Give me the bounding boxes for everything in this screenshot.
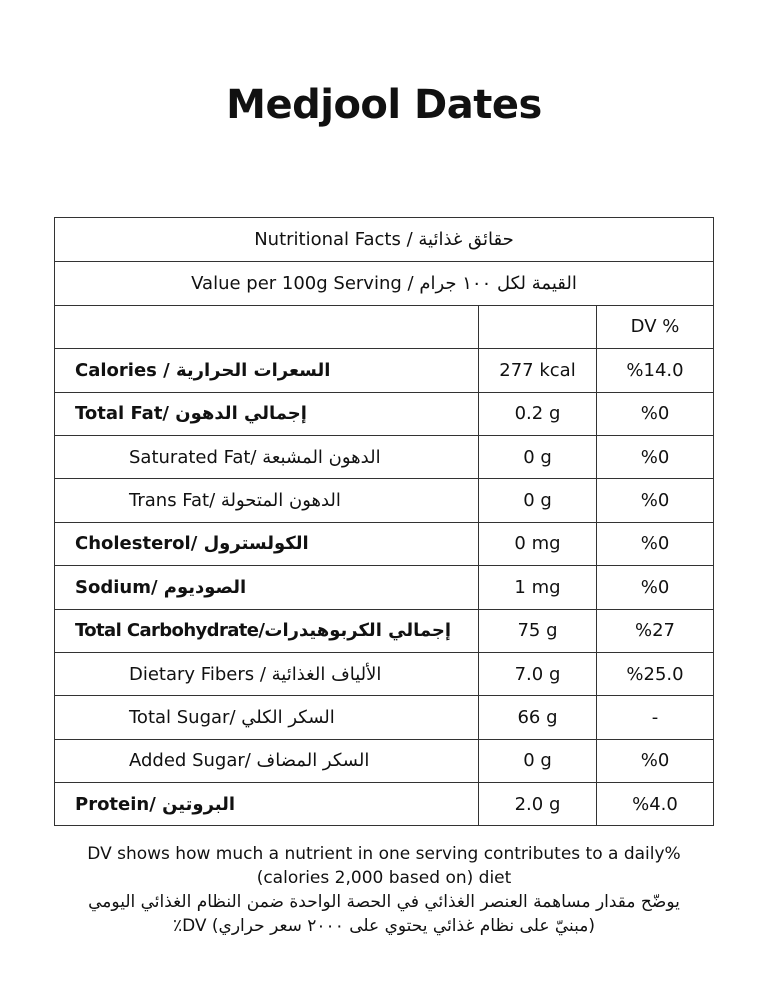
table-row <box>55 522 713 565</box>
table-row <box>55 695 713 738</box>
footnote-ar-line1: يوضّح مقدار مساهمة العنصر الغذائي في الحصة الواحدة ضمن النظام الغذائي اليومي <box>88 892 680 912</box>
nutrient-value: 0 mg <box>479 523 597 565</box>
nutrient-dv: %4.0 <box>632 793 678 815</box>
nutrient-value: 66 g <box>479 696 597 738</box>
nutrient-value: 2.0 g <box>479 783 597 825</box>
nutrient-dv: %0 <box>640 750 670 772</box>
footnote <box>0 842 768 938</box>
nutrient-label: Trans Fat/ الدهون المتحولة <box>55 479 479 521</box>
nutrient-label: Total Sugar/ السكر الكلي <box>55 696 479 738</box>
facts-heading: Nutritional Facts / حقائق غذائية <box>254 229 514 251</box>
dv-column-header: DV % <box>630 316 680 338</box>
nutrient-dv: %14.0 <box>626 359 684 381</box>
nutrient-value: 277 kcal <box>479 349 597 391</box>
table-header-serving <box>55 261 713 304</box>
nutrient-value: 0 g <box>479 740 597 782</box>
nutrient-dv: %25.0 <box>626 663 684 685</box>
label-column-header <box>55 306 479 348</box>
table-row <box>55 478 713 521</box>
nutrient-dv: %0 <box>640 446 670 468</box>
nutrient-dv: %0 <box>640 403 670 425</box>
footnote-en-line1: DV shows how much a nutrient in one serving contributes to a daily% <box>87 844 681 864</box>
nutrient-label: Protein/ البروتين <box>55 783 479 825</box>
nutrient-value: 0.2 g <box>479 393 597 435</box>
nutrient-dv: - <box>651 706 659 728</box>
nutrient-dv: %27 <box>634 620 675 642</box>
nutrient-value: 0 g <box>479 479 597 521</box>
nutrition-table <box>54 217 714 826</box>
table-row <box>55 435 713 478</box>
nutrient-label: Total Carbohydrate/إجمالي الكربوهيدرات <box>55 610 479 652</box>
table-row <box>55 392 713 435</box>
table-row <box>55 565 713 608</box>
nutrient-label: Added Sugar/ السكر المضاف <box>55 740 479 782</box>
nutrient-label: Calories / السعرات الحرارية <box>55 349 479 391</box>
footnote-ar-line2: (مبنيّ على نظام غذائي يحتوي على ٢٠٠٠ سعر حراري) DV٪ <box>172 916 596 936</box>
nutrient-value: 7.0 g <box>479 653 597 695</box>
page-title: Medjool Dates <box>226 82 542 128</box>
nutrient-dv: %0 <box>640 576 670 598</box>
nutrient-dv: %0 <box>640 490 670 512</box>
table-row <box>55 782 713 825</box>
table-row <box>55 609 713 652</box>
nutrient-value: 1 mg <box>479 566 597 608</box>
nutrient-label: Dietary Fibers / الألياف الغذائية <box>55 653 479 695</box>
footnote-en-line2: (calories 2,000 based on) diet <box>256 868 512 888</box>
table-header-facts <box>55 218 713 261</box>
table-row <box>55 652 713 695</box>
nutrient-value: 75 g <box>479 610 597 652</box>
nutrient-label: Sodium/ الصوديوم <box>55 566 479 608</box>
nutrient-label: Total Fat/ إجمالي الدهون <box>55 393 479 435</box>
nutrient-label: Cholesterol/ الكولسترول <box>55 523 479 565</box>
nutrient-label: Saturated Fat/ الدهون المشبعة <box>55 436 479 478</box>
serving-heading: Value per 100g Serving / القيمة لكل ١٠٠ جرام <box>191 273 577 295</box>
value-column-header <box>479 306 597 348</box>
table-row <box>55 348 713 391</box>
nutrient-value: 0 g <box>479 436 597 478</box>
table-row <box>55 739 713 782</box>
table-header-columns <box>55 305 713 348</box>
nutrient-dv: %0 <box>640 533 670 555</box>
